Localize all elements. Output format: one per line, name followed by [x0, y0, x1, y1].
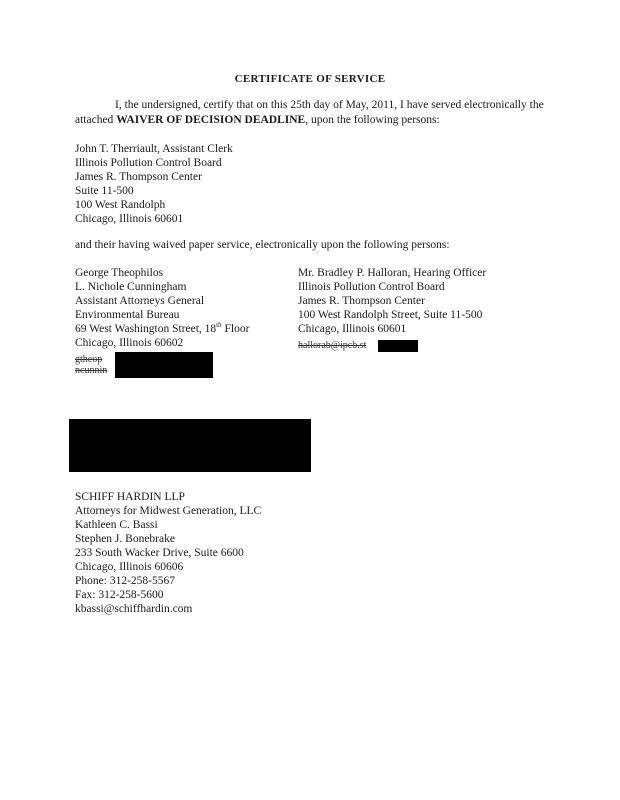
law-firm-signature-block: [75, 490, 261, 616]
ag-line: Chicago, Illinois 60602: [75, 337, 184, 349]
ag-street: 69 West Washington Street, 18: [75, 323, 217, 335]
ho-line: James R. Thompson Center: [298, 295, 425, 307]
firm-line: Phone: 312-258-5567: [75, 575, 175, 587]
ho-line: Chicago, Illinois 60601: [298, 323, 407, 335]
ag-street-floor: Floor: [221, 323, 250, 335]
intro-document-name: WAIVER OF DECISION DEADLINE: [116, 114, 306, 126]
document-title: CERTIFICATE OF SERVICE: [234, 73, 386, 85]
ag-line: L. Nichole Cunningham: [75, 281, 187, 293]
clerk-line: John T. Therriault, Assistant Clerk: [75, 143, 233, 155]
clerk-line: James R. Thompson Center: [75, 171, 202, 183]
attorney-general-address: [75, 266, 249, 350]
ho-line: Mr. Bradley P. Halloran, Hearing Officer: [298, 267, 487, 279]
ag-email-stub-2: ncunnin: [75, 365, 108, 376]
ag-street-superscript: th: [216, 321, 222, 330]
redaction-box: [378, 340, 418, 352]
clerk-line: Illinois Pollution Control Board: [75, 157, 222, 169]
clerk-line: Chicago, Illinois 60601: [75, 213, 184, 225]
redaction-box: [115, 352, 213, 378]
intro-text-1: I, the undersigned, certify that on this 25th day of May, 2011, I have served electronically the attached: [75, 99, 544, 126]
clerk-address: [75, 142, 233, 226]
hearing-officer-address: [298, 266, 486, 336]
firm-line: Fax: 312-258-5600: [75, 589, 164, 601]
firm-line: Chicago, Illinois 60606: [75, 561, 184, 573]
intro-paragraph: [75, 98, 555, 128]
ho-email-stub: hallorab@ipcb.st: [298, 340, 367, 351]
firm-line: 233 South Wacker Drive, Suite 6600: [75, 547, 244, 559]
intro-text-2: , upon the following persons:: [305, 114, 440, 126]
ag-line: Assistant Attorneys General: [75, 295, 205, 307]
ag-line: Environmental Bureau: [75, 309, 180, 321]
clerk-line: 100 West Randolph: [75, 199, 166, 211]
waived-service-text: and their having waived paper service, electronically upon the following persons:: [75, 239, 450, 251]
firm-line: Stephen J. Bonebrake: [75, 533, 175, 545]
ho-line: 100 West Randolph Street, Suite 11-500: [298, 309, 483, 321]
firm-line: Kathleen C. Bassi: [75, 519, 158, 531]
signature-redaction-box: [69, 419, 311, 472]
firm-line: Attorneys for Midwest Generation, LLC: [75, 505, 262, 517]
ag-email-stub-1: gtheop: [75, 354, 103, 365]
firm-email: kbassi@schiffhardin.com: [75, 603, 193, 615]
firm-line: SCHIFF HARDIN LLP: [75, 491, 185, 503]
ag-street-line: [75, 322, 249, 336]
ho-line: Illinois Pollution Control Board: [298, 281, 445, 293]
clerk-line: Suite 11-500: [75, 185, 134, 197]
ag-line: George Theophilos: [75, 267, 164, 279]
